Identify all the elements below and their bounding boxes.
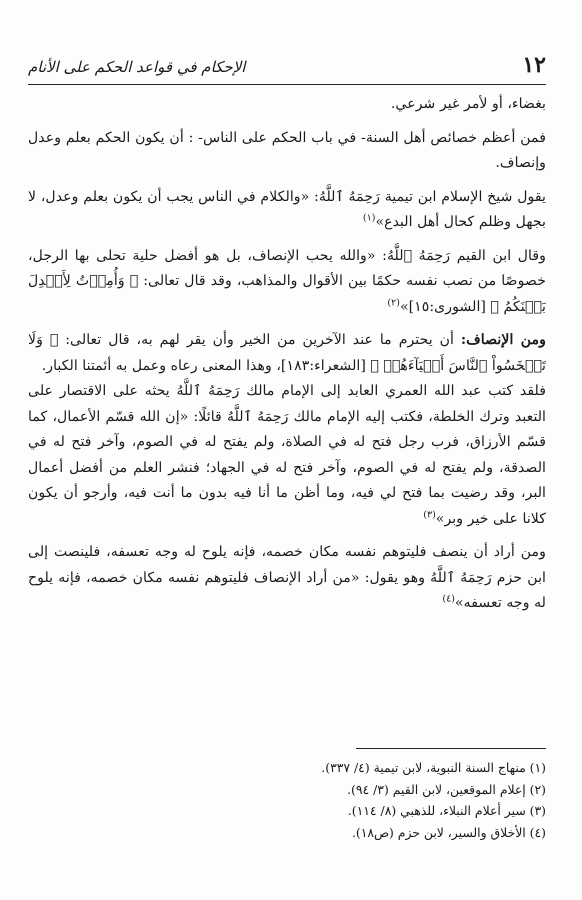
footnote-divider xyxy=(356,748,546,749)
paragraph xyxy=(28,379,546,532)
paragraph-lead: ومن الإنصاف: xyxy=(460,332,546,348)
paragraph-gap xyxy=(28,532,546,540)
paragraph-text: فمن أعظم خصائص أهل السنة- في باب الحكم على الناس- : أن يكون الحكم بعلم وعدل وإنصاف. xyxy=(28,129,546,171)
running-title: الإحكام في قواعد الحكم على الأنام xyxy=(28,58,246,76)
paragraph xyxy=(28,92,546,118)
footnote-item: (٣) سير أعلام النبلاء، للذهبي (٨/ ١١٤). xyxy=(347,803,546,818)
paragraph-gap xyxy=(28,320,546,328)
main-text xyxy=(28,92,546,617)
footnote-reference: (٣) xyxy=(423,508,436,520)
paragraph xyxy=(28,126,546,177)
footnote-reference: (١) xyxy=(362,212,376,224)
paragraph xyxy=(28,185,546,236)
footnote-item: (٢) إعلام الموقعين، لابن القيم (٣/ ٩٤). xyxy=(347,781,546,797)
footnote-item: (٤) الأخلاق والسير، لابن حزم (ص١٨). xyxy=(351,824,546,840)
footnote-reference: (٤) xyxy=(442,593,455,605)
footnote-item: (١) منهاج السنة النبوية، لابن تيمية (٤/ ٣٣٧). xyxy=(321,760,546,775)
footnotes-list xyxy=(28,757,546,843)
page-number: ١٢ xyxy=(522,52,546,78)
paragraph xyxy=(28,244,546,321)
paragraph xyxy=(28,328,546,379)
page-header xyxy=(28,50,546,85)
paragraph-text: ومن أراد أن ينصف فليتوهم نفسه مكان خصمه، فإنه يلوح له وجه تعسفه، فلينصت إلى ابن حزم رَحِمَهُ ٱللَّهُ وهو يقول: «من أراد الإنصاف فليتوهم نفسه مكان خصمه، فإنه يلوح له وجه تعسفه» xyxy=(28,544,546,611)
footnote-reference: (٢) xyxy=(387,296,400,308)
paragraph-text: وقال ابن القيم رَحِمَهُ ٱللَّهُ: «والله يحب الإنصاف، بل هو أفضل حلية تحلى بها الرجل، خصوصًا من نصب نفسه حكمًا بين الأقوال والمذاهب، وقد قال تعالى: ﴿ وَأُمِرۡتُ لِأَعۡدِلَ بَيۡنَكُمُ ﴾ [الشورى:١٥]» xyxy=(28,247,546,315)
paragraph-text: يقول شيخ الإسلام ابن تيمية رَحِمَهُ ٱللَّهُ: «والكلام في الناس يجب أن يكون بعلم وعدل، لا بجهل وظلم كحال أهل البدع» xyxy=(28,188,546,230)
paragraph-gap xyxy=(28,236,546,244)
paragraph-text: أن يحترم ما عند الآخرين من الخير وأن يقر لهم به، قال تعالى: ﴿ وَلَا تَبۡخَسُواْ ٱلنَّاسَ أَشۡيَآءَهُمۡ ﴾ [الشعراء:١٨٣]، وهذا المعنى رعاه وعمل به أئمتنا الكبار. xyxy=(28,332,546,374)
paragraph xyxy=(28,540,546,617)
paragraph-text: فلقد كتب عبد الله العمري العابد إلى الإمام مالك رَحِمَهُ ٱللَّهُ يحثه على الاقتصار على التعبد وترك الخلطة، فكتب إليه الإمام مالك رَحِمَهُ ٱللَّهُ قائلًا: «إن الله قسّم الأعمال، كما قسّم الأرزاق، فرب رجل فتح له في الصلاة، ولم يفتح له في الصوم، وآخر فتح له في الصدقة، ولم يفتح له في الصوم، وآخر فتح له في الجهاد؛ فنشر العلم من أفضل أعمال البر، وقد رضيت بما فتح لي فيه، وما أظن ما أنا فيه بدون ما أنت فيه، وأرجو أن يكون كلانا على خير وبر» xyxy=(28,383,546,527)
paragraph-gap xyxy=(28,177,546,185)
paragraph-text: بغضاء، أو لأمر غير شرعي. xyxy=(390,96,546,112)
paragraph-gap xyxy=(28,118,546,126)
